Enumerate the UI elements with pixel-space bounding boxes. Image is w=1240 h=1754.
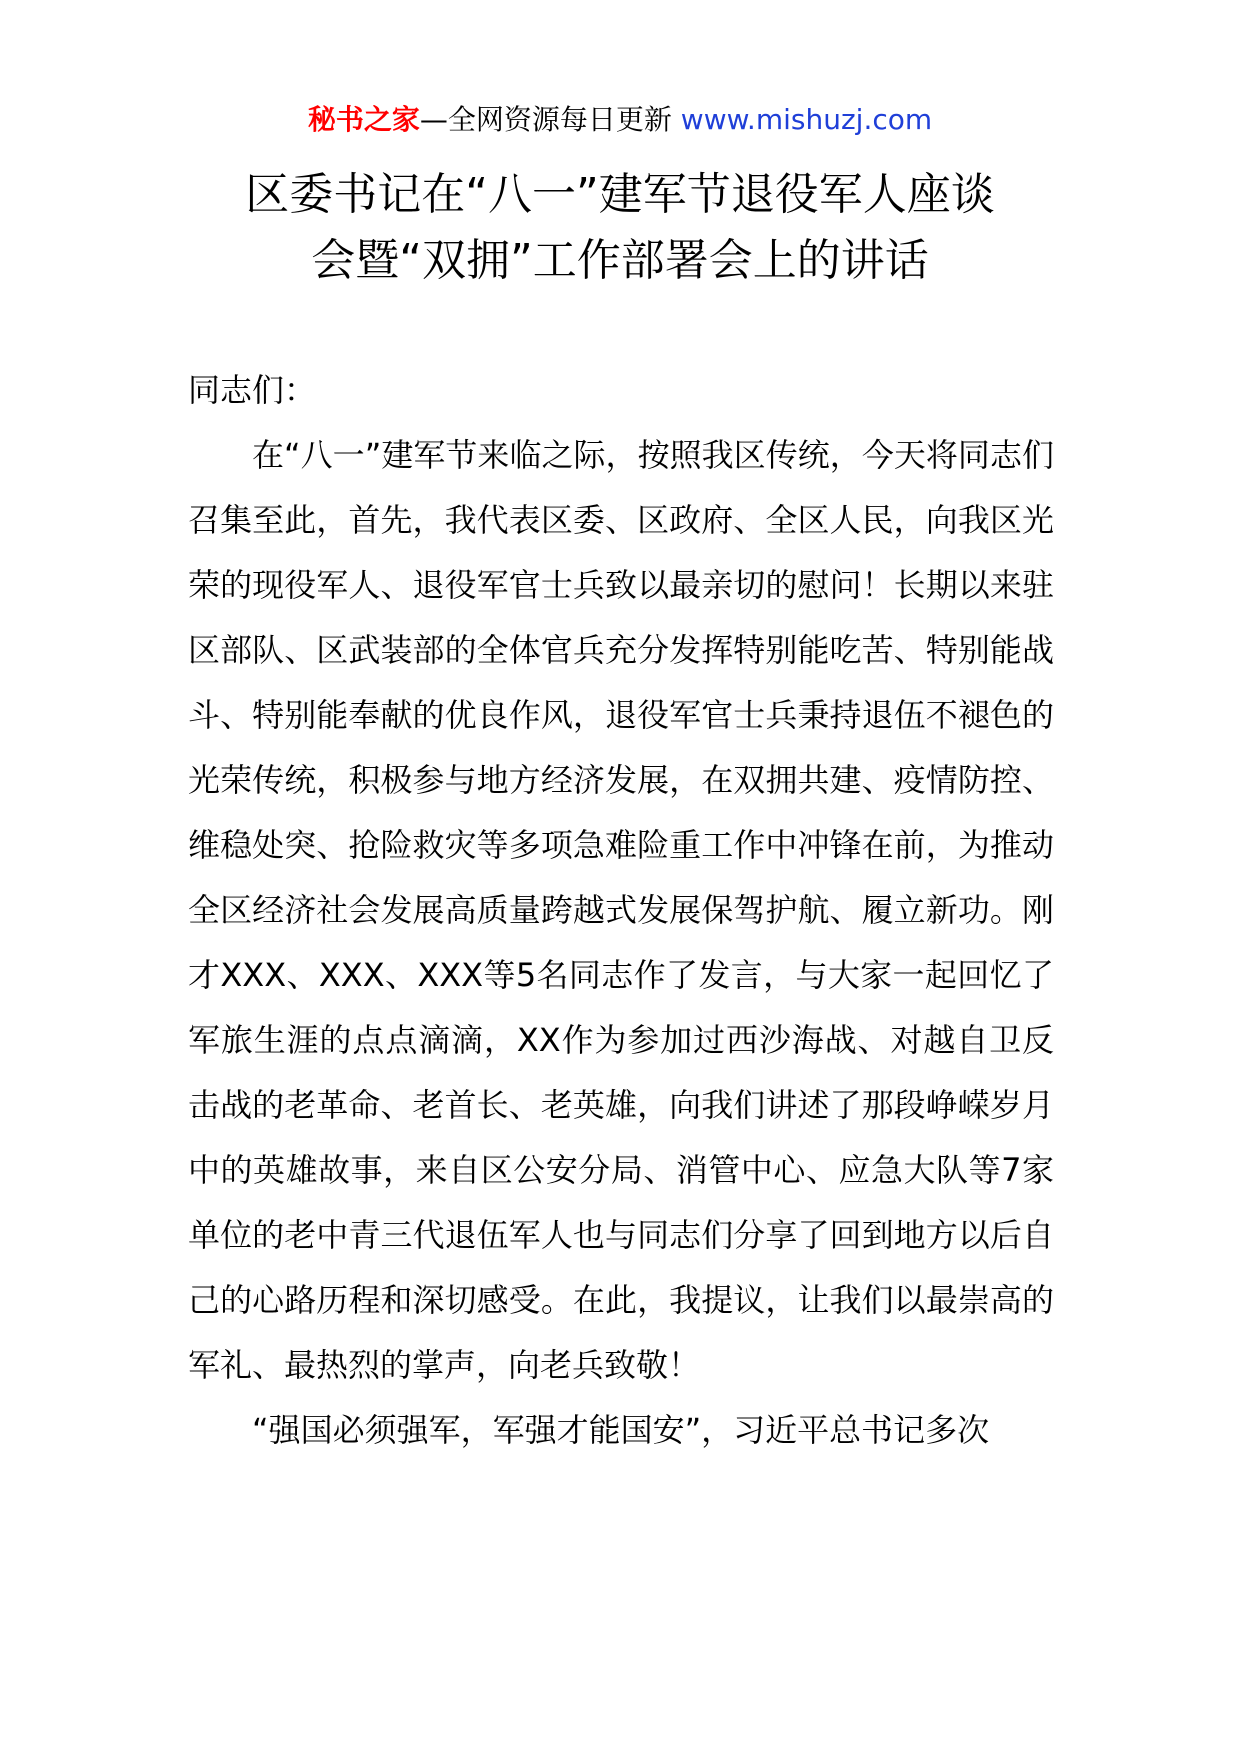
- header-tagline: —全网资源每日更新: [419, 103, 672, 136]
- salutation: 同志们：: [188, 371, 317, 409]
- document-body: [188, 358, 1054, 1463]
- title-line-2: 会暨“双拥”工作部署会上的讲话: [311, 235, 929, 286]
- title-line-1: 区委书记在“八一”建军节退役军人座谈: [245, 169, 995, 220]
- header-banner: [0, 100, 1240, 140]
- document-title: [150, 162, 1090, 294]
- brand-name: 秘书之家: [307, 103, 420, 136]
- paragraph-2: “强国必须强军，军强才能国安”，习近平总书记多次: [252, 1411, 990, 1449]
- paragraph-1: 在“八一”建军节来临之际，按照我区传统，今天将同志们召集至此，首先，我代表区委、区政府、全区人民，向我区光荣的现役军人、退役军官士兵致以最亲切的慰问！长期以来驻区部队、区武装部的全体官兵充分发挥特别能吃苦、特别能战斗、特别能奉献的优良作风，退役军官士兵秉持退伍不褪色的光荣传统，积极参与地方经济发展，在双拥共建、疫情防控、维稳处突、抢险救灾等多项急难险重工作中冲锋在前，为推动全区经济社会发展高质量跨越式发展保驾护航、履立新功。刚才XXX、XXX、XXX等5名同志作了发言，与大家一起回忆了军旅生涯的点点滴滴，XX作为参加过西沙海战、对越自卫反击战的老革命、老首长、老英雄，向我们讲述了那段峥嵘岁月中的英雄故事，来自区公安分局、消管中心、应急大队等7家单位的老中青三代退伍军人也与同志们分享了回到地方以后自己的心路历程和深切感受。在此，我提议，让我们以最崇高的军礼、最热烈的掌声，向老兵致敬！: [188, 436, 1054, 1384]
- site-url-link[interactable]: www.mishuzj.com: [680, 103, 933, 136]
